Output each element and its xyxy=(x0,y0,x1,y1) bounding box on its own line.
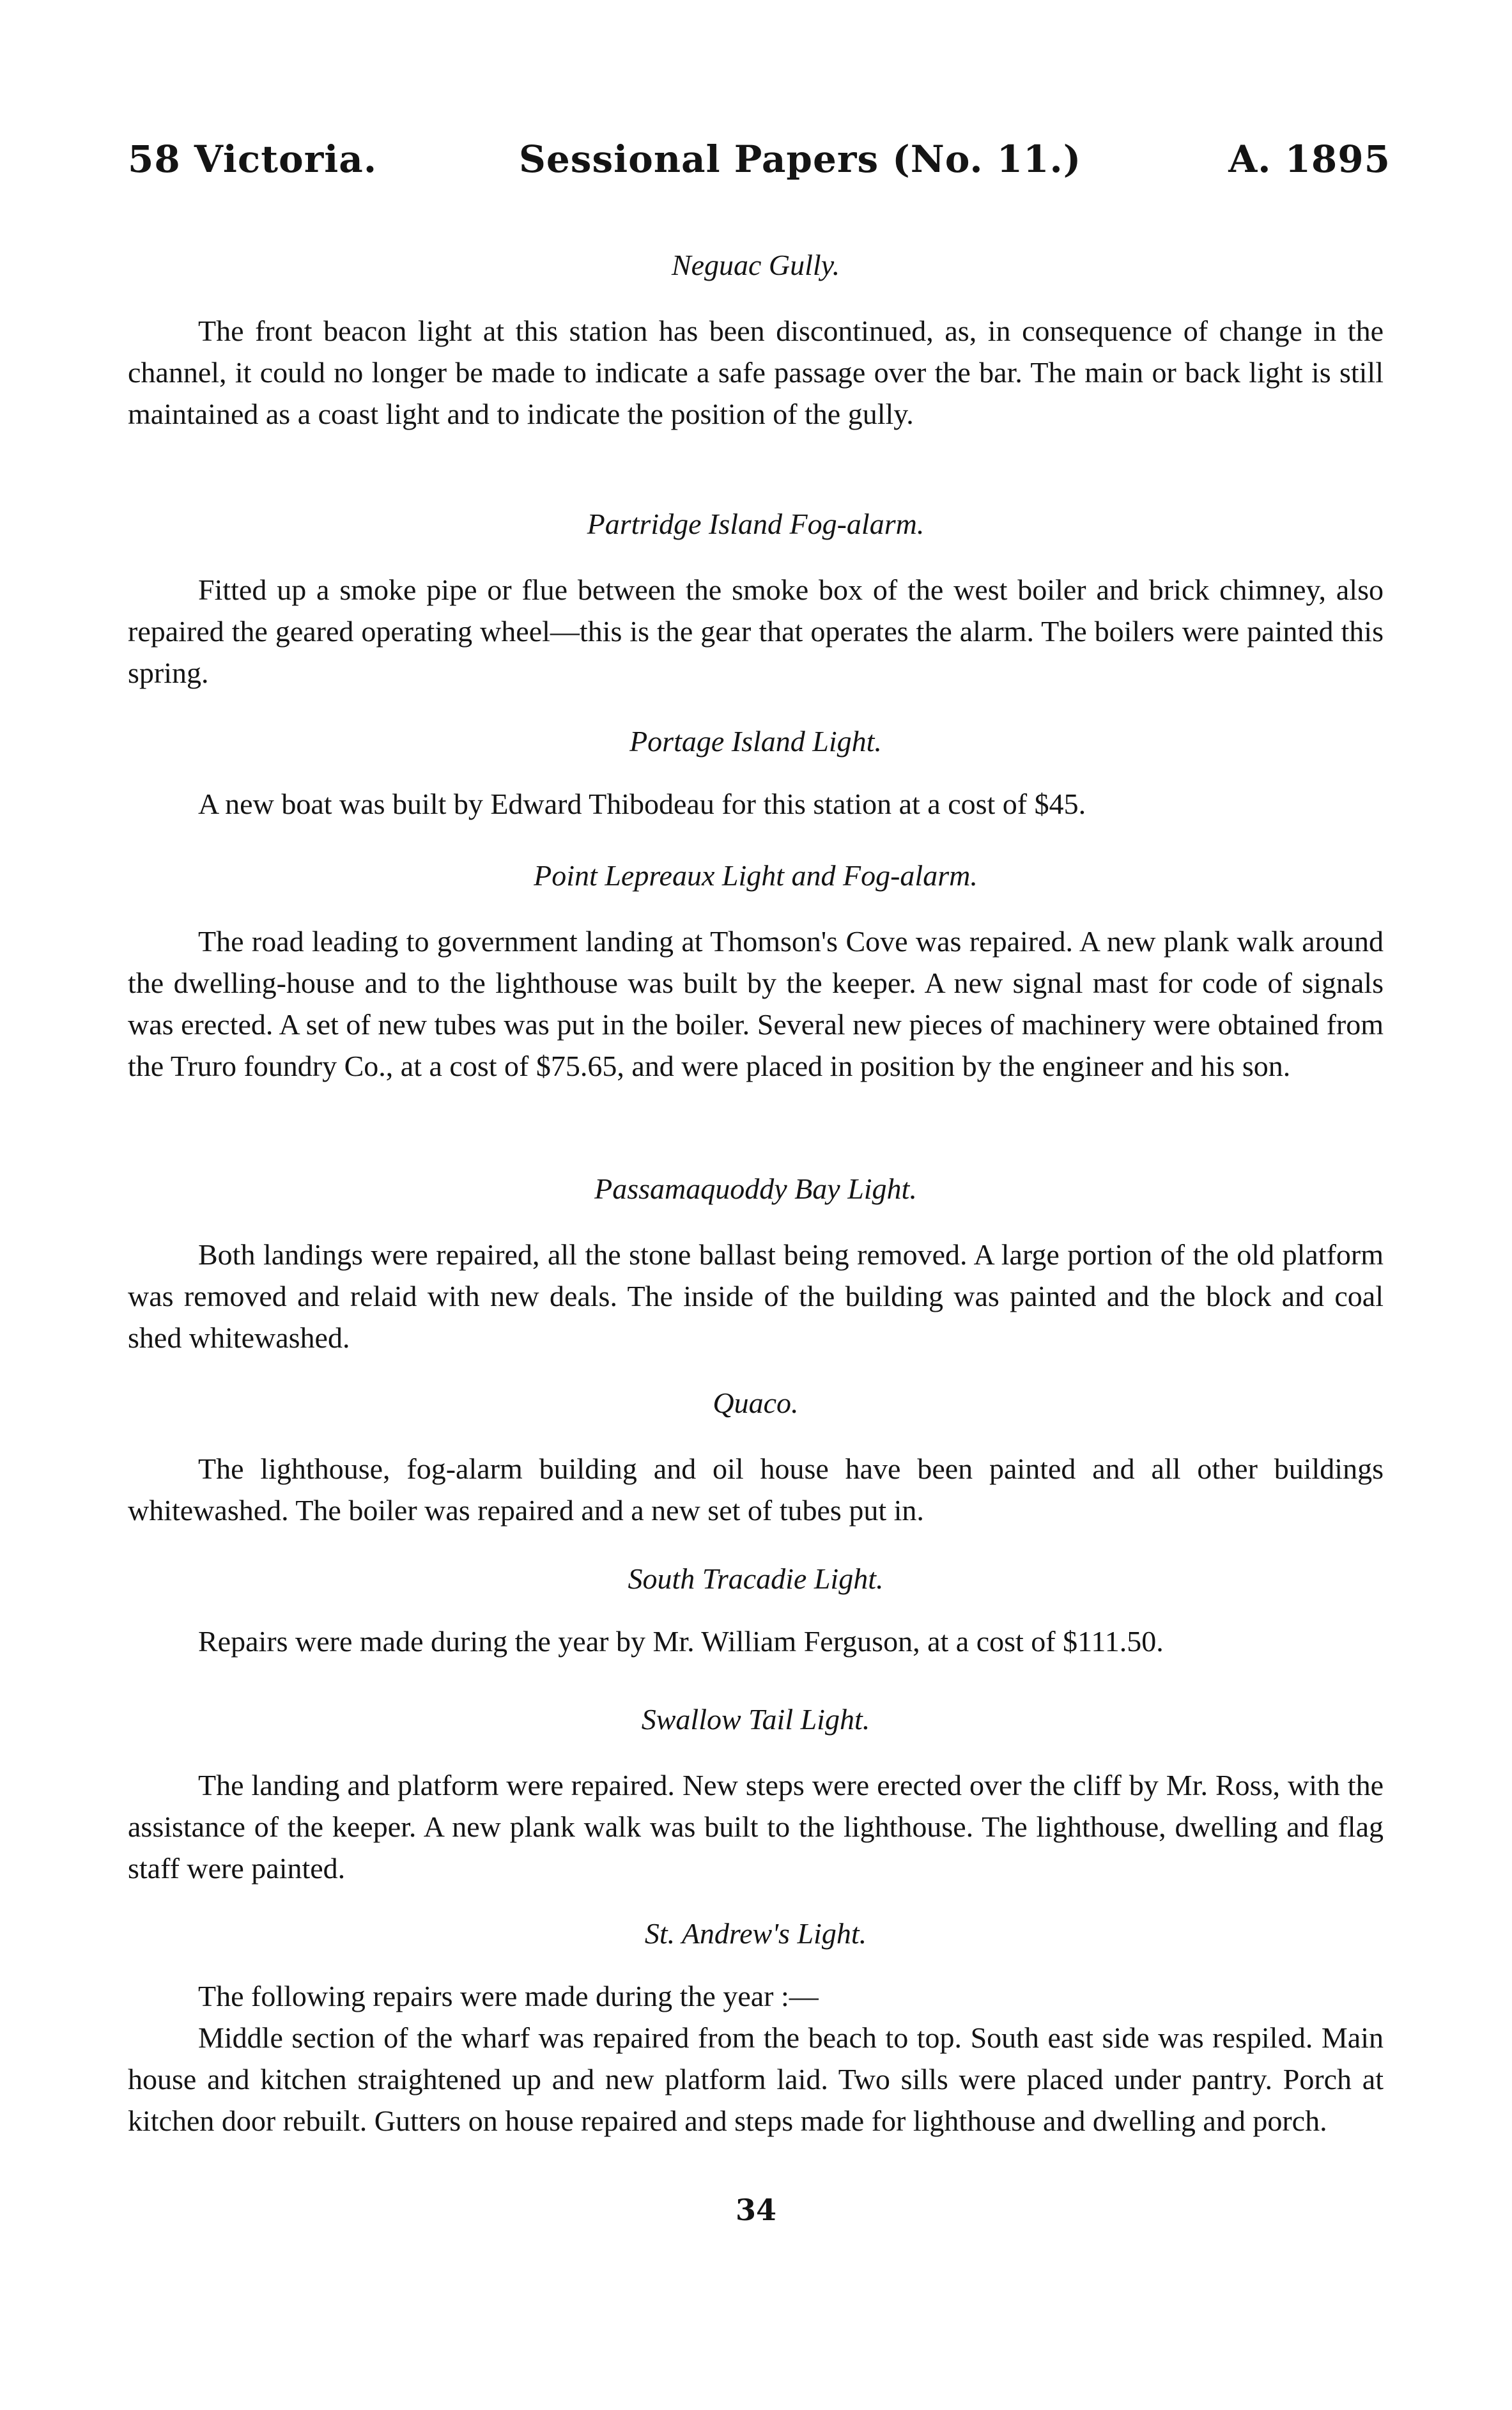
paragraph: Fitted up a smoke pipe or flue between the smoke box of the west boiler and brick chimney, also repaired the geared operating wheel—this is the gear that operates the alarm. The boilers were painted this spring. xyxy=(128,573,1384,689)
section-heading: Neguac Gully. xyxy=(671,249,840,281)
running-header xyxy=(128,137,1391,195)
header-title: Sessional Papers (No. 11.) xyxy=(519,137,1082,181)
section-heading: Quaco. xyxy=(713,1387,799,1419)
section-partridge-island xyxy=(128,505,1384,694)
paragraph: The landing and platform were repaired. New steps were erected over the cliff by Mr. Ross, with the assistance of the keeper. A new plank walk was built to the lighthouse. The lighthouse, dwelling and flag staff were painted. xyxy=(128,1769,1384,1885)
section-heading: Partridge Island Fog-alarm. xyxy=(587,508,925,540)
section-heading: Point Lepreaux Light and Fog-alarm. xyxy=(534,859,978,892)
paragraph: Middle section of the wharf was repaired from the beach to top. South east side was respiled. Main house and kitchen straightened up and new platform laid. Two sills were placed under pantry. Porch at kitchen door rebuilt. Gutters on house repaired and steps made for lighthouse and dwelling and porch. xyxy=(128,2021,1384,2137)
section-passamaquoddy xyxy=(128,1170,1384,1358)
section-swallow-tail xyxy=(128,1700,1384,1889)
section-heading: Swallow Tail Light. xyxy=(641,1703,870,1736)
paragraph: A new boat was built by Edward Thibodeau for this station at a cost of $45. xyxy=(198,788,1086,820)
section-st-andrews xyxy=(128,1915,1384,2142)
page-number: 34 xyxy=(735,2193,776,2227)
section-heading: Portage Island Light. xyxy=(629,725,882,758)
section-portage-island xyxy=(128,722,1384,825)
paragraph: The lighthouse, fog-alarm building and oil house have been painted and all other buildings whitewashed. The boiler was repaired and a new set of tubes put in. xyxy=(128,1452,1384,1527)
section-heading: Passamaquoddy Bay Light. xyxy=(594,1172,917,1205)
section-neguac-gully xyxy=(128,246,1384,435)
header-volume: 58 Victoria. xyxy=(128,137,378,181)
section-heading: St. Andrew's Light. xyxy=(644,1917,867,1950)
paragraph: The road leading to government landing at Thomson's Cove was repaired. A new plank walk around the dwelling-house and to the lighthouse was built by the keeper. A new signal mast for code of signals was erected. A set of new tubes was put in the boiler. Several new pieces of machinery were obtained from the Truro foundry Co., at a cost of $75.65, and were placed in position by the engineer and his son. xyxy=(128,925,1384,1082)
section-heading: South Tracadie Light. xyxy=(628,1562,884,1595)
section-south-tracadie xyxy=(128,1560,1384,1662)
paragraph: Both landings were repaired, all the stone ballast being removed. A large portion of the old platform was removed and relaid with new deals. The inside of the building was painted and the block and coal shed whitewashed. xyxy=(128,1238,1384,1354)
paragraph: Repairs were made during the year by Mr. William Ferguson, at a cost of $111.50. xyxy=(198,1625,1164,1658)
section-quaco xyxy=(128,1384,1384,1531)
section-point-lepreaux xyxy=(128,857,1384,1087)
header-year: A. 1895 xyxy=(1228,137,1391,181)
paragraph: The front beacon light at this station has been discontinued, as, in consequence of change in the channel, it could no longer be made to indicate a safe passage over the bar. The main or back light is still maintained as a coast light and to indicate the position of the gully. xyxy=(128,315,1384,430)
paragraph: The following repairs were made during the year :— xyxy=(198,1980,819,2012)
